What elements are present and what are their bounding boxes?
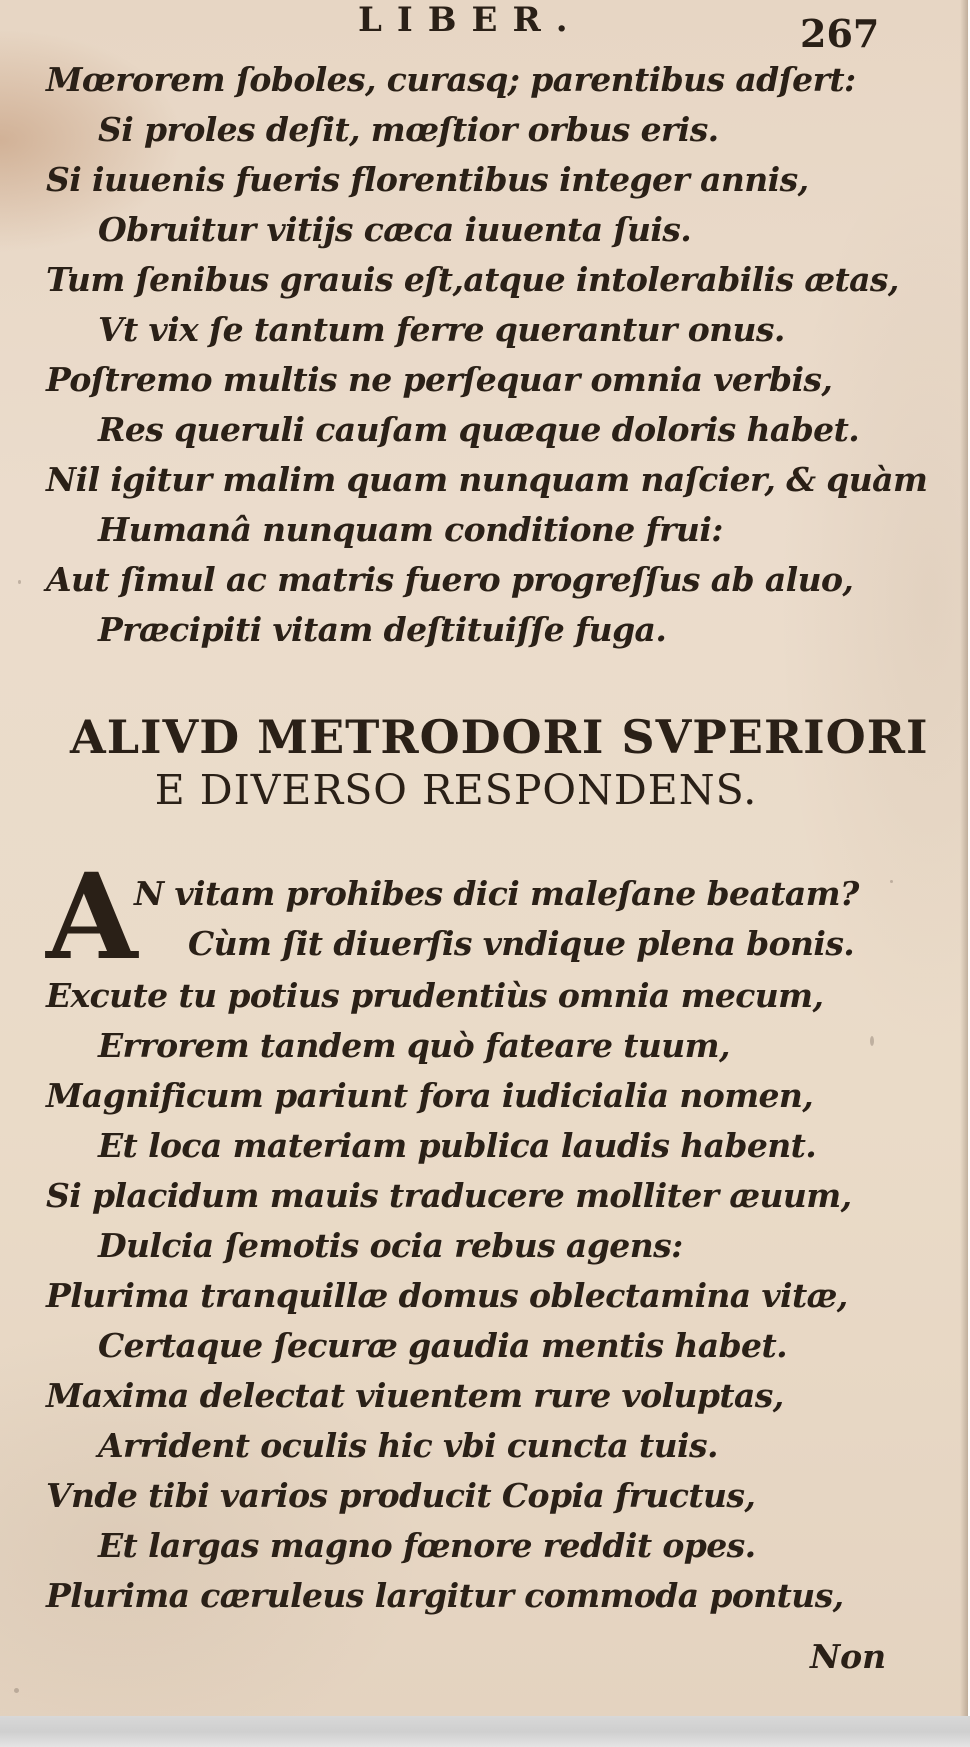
verse-line: Præcipiti vitam deſtituiſſe fuga. bbox=[98, 610, 667, 649]
verse-line: Tum ſenibus grauis eſt,atque intolerabilis ætas, bbox=[46, 260, 899, 299]
paper-speck bbox=[870, 1036, 874, 1046]
verse-line: Obruitur vitijs cæca iuuenta ſuis. bbox=[98, 210, 692, 249]
verse-line: Mœrorem ſoboles, curasq; parentibus adſert: bbox=[46, 60, 856, 99]
page-edge-shadow bbox=[960, 0, 968, 1716]
verse-line: Et loca materiam publica laudis habent. bbox=[98, 1126, 817, 1165]
paper-speck bbox=[18, 580, 21, 584]
viewer-bottom-bar bbox=[0, 1716, 970, 1747]
verse-line: Vt vix ſe tantum ferre querantur onus. bbox=[98, 310, 785, 349]
verse-line: Plurima tranquillæ domus oblectamina vitæ, bbox=[46, 1276, 848, 1315]
drop-cap-letter: A bbox=[46, 847, 138, 986]
running-head: LIBER. bbox=[358, 0, 583, 40]
verse-line: Si placidum mauis traducere molliter æuum, bbox=[46, 1176, 852, 1215]
verse-line: Vnde tibi varios producit Copia fructus, bbox=[46, 1476, 756, 1515]
verse-line: Excute tu potius prudentiùs omnia mecum, bbox=[46, 976, 824, 1015]
verse-line: Nil igitur malim quam nunquam naſcier, & quàm bbox=[46, 460, 928, 499]
paper-speck bbox=[14, 1688, 19, 1693]
verse-line: Humanâ nunquam conditione frui: bbox=[98, 510, 723, 549]
verse-line: Et largas magno fœnore reddit opes. bbox=[98, 1526, 756, 1565]
paper-speck bbox=[890, 880, 893, 883]
poem-title: ALIVD METRODORI SVPERIORI bbox=[70, 710, 929, 764]
verse-line: Si proles deſit, mœſtior orbus eris. bbox=[98, 110, 719, 149]
verse-line: Arrident oculis hic vbi cuncta tuis. bbox=[98, 1426, 718, 1465]
verse-line: Si iuuenis fueris florentibus integer annis, bbox=[46, 160, 809, 199]
page-number: 267 bbox=[800, 11, 880, 56]
verse-line: Errorem tandem quò fateare tuum, bbox=[98, 1026, 730, 1065]
verse-line: Magnificum pariunt fora iudicialia nomen, bbox=[46, 1076, 814, 1115]
verse-line: Res queruli cauſam quæque doloris habet. bbox=[98, 410, 860, 449]
catchword: Non bbox=[810, 1637, 887, 1676]
verse-line: Plurima cæruleus largitur commoda pontus, bbox=[46, 1576, 844, 1615]
verse-line: Poſtremo multis ne perſequar omnia verbis, bbox=[46, 360, 833, 399]
verse-line: Certaque ſecuræ gaudia mentis habet. bbox=[98, 1326, 787, 1365]
verse-line: Maxima delectat viuentem rure voluptas, bbox=[46, 1376, 784, 1415]
poem-subtitle: E DIVERSO RESPONDENS. bbox=[154, 766, 758, 814]
verse-line: N vitam prohibes dici maleſane beatam? bbox=[134, 874, 859, 913]
verse-line: Cùm ſit diuerſis vndique plena bonis. bbox=[188, 924, 855, 963]
verse-line: Aut ſimul ac matris fuero progreſſus ab aluo, bbox=[46, 560, 854, 599]
verse-line: Dulcia ſemotis ocia rebus agens: bbox=[98, 1226, 683, 1265]
